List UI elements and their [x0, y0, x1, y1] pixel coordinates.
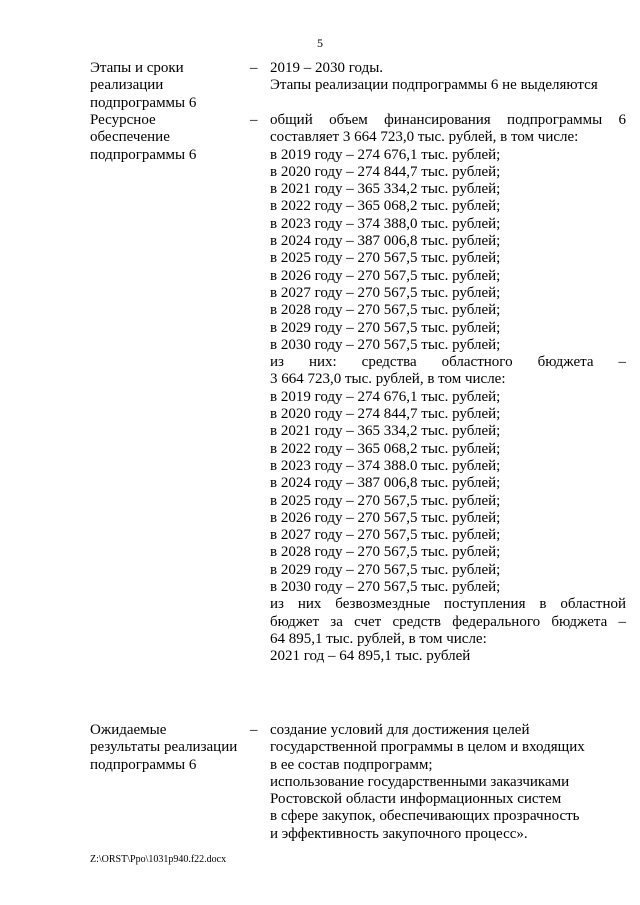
- content-line: и эффективность закупочного процесс».: [270, 825, 528, 842]
- label-line: результаты реализации: [90, 739, 238, 756]
- label-line: подпрограммы 6: [90, 146, 197, 163]
- content-line: в ее состав подпрограмм;: [270, 756, 433, 773]
- row-dash: –: [250, 722, 258, 738]
- label-line: подпрограммы 6: [90, 756, 197, 773]
- passport-table: [90, 60, 630, 843]
- content-line: в 2028 году – 270 567,5 тыс. рублей;: [270, 544, 501, 561]
- label-line: Этапы и сроки: [90, 60, 184, 76]
- label-line: подпрограммы 6: [90, 94, 197, 111]
- content-line: в 2024 году – 387 006,8 тыс. рублей;: [270, 233, 501, 250]
- content-line: 2019 – 2030 годы.: [270, 60, 384, 76]
- table-row-stages: [90, 60, 630, 112]
- content-line: в 2023 году – 374 388,0 тыс. рублей;: [270, 215, 501, 232]
- content-line: из них: средства областного бюджета –: [270, 354, 626, 371]
- label-line: Ресурсное: [90, 112, 156, 128]
- content-line: составляет 3 664 723,0 тыс. рублей, в том числе:: [270, 129, 579, 146]
- table-row-results: [90, 722, 630, 843]
- content-line: в 2024 году – 387 006,8 тыс. рублей;: [270, 475, 501, 492]
- content-line: в 2021 году – 365 334,2 тыс. рублей;: [270, 181, 501, 198]
- label-line: реализации: [90, 77, 164, 94]
- row-label-results: [90, 722, 250, 774]
- content-line: бюджет за счет средств федерального бюджета –: [270, 613, 626, 630]
- content-line: общий объем финансирования подпрограммы 6: [270, 112, 626, 128]
- content-line: в 2027 году – 270 567,5 тыс. рублей;: [270, 284, 501, 301]
- content-line: в 2019 году – 274 676,1 тыс. рублей;: [270, 388, 501, 405]
- content-line: 64 895,1 тыс. рублей, в том числе:: [270, 630, 487, 647]
- row-content-results: [270, 722, 626, 843]
- content-line: из них безвозмездные поступления в областной: [270, 596, 626, 613]
- content-line: в 2025 году – 270 567,5 тыс. рублей;: [270, 250, 501, 267]
- content-line: в 2028 году – 270 567,5 тыс. рублей;: [270, 302, 501, 319]
- row-dash: –: [250, 112, 258, 128]
- content-line: создание условий для достижения целей: [270, 722, 530, 738]
- content-line: в 2026 году – 270 567,5 тыс. рублей;: [270, 267, 501, 284]
- content-line: в 2020 году – 274 844,7 тыс. рублей;: [270, 163, 501, 180]
- row-content-stages: [270, 60, 626, 95]
- content-line: в 2021 году – 365 334,2 тыс. рублей;: [270, 423, 501, 440]
- content-line: в 2023 году – 374 388.0 тыс. рублей;: [270, 457, 501, 474]
- page-number: 5: [317, 36, 323, 50]
- content-line: использование государственными заказчиками: [270, 773, 570, 790]
- content-line: в 2030 году – 270 567,5 тыс. рублей;: [270, 336, 501, 353]
- table-row-resources: [90, 112, 630, 722]
- content-line: 3 664 723,0 тыс. рублей, в том числе:: [270, 371, 506, 388]
- content-line: в 2029 году – 270 567,5 тыс. рублей;: [270, 319, 501, 336]
- content-line: в 2025 году – 270 567,5 тыс. рублей;: [270, 492, 501, 509]
- content-line: в 2029 году – 270 567,5 тыс. рублей;: [270, 561, 501, 578]
- content-line: 2021 год – 64 895,1 тыс. рублей: [270, 648, 471, 665]
- content-line: в 2020 году – 274 844,7 тыс. рублей;: [270, 406, 501, 423]
- content-line: Этапы реализации подпрограммы 6 не выделяются: [270, 77, 598, 94]
- label-line: Ожидаемые: [90, 722, 167, 738]
- row-label-stages: [90, 60, 250, 112]
- row-content-resources: [270, 112, 626, 666]
- content-line: Ростовской области информационных систем: [270, 791, 562, 808]
- file-path-footer: Z:\ORST\Ppo\1031p940.f22.docx: [90, 854, 227, 865]
- content-line: в 2019 году – 274 676,1 тыс. рублей;: [270, 146, 501, 163]
- content-line: в 2026 году – 270 567,5 тыс. рублей;: [270, 509, 501, 526]
- content-line: государственной программы в целом и входящих: [270, 739, 585, 756]
- content-line: в 2022 году – 365 068,2 тыс. рублей;: [270, 198, 501, 215]
- row-label-resources: [90, 112, 250, 164]
- content-line: в 2022 году – 365 068,2 тыс. рублей;: [270, 440, 501, 457]
- label-line: обеспечение: [90, 129, 170, 146]
- content-line: в 2030 году – 270 567,5 тыс. рублей;: [270, 579, 501, 596]
- row-dash: –: [250, 60, 258, 76]
- content-line: в 2027 году – 270 567,5 тыс. рублей;: [270, 527, 501, 544]
- content-line: в сфере закупок, обеспечивающих прозрачность: [270, 808, 580, 825]
